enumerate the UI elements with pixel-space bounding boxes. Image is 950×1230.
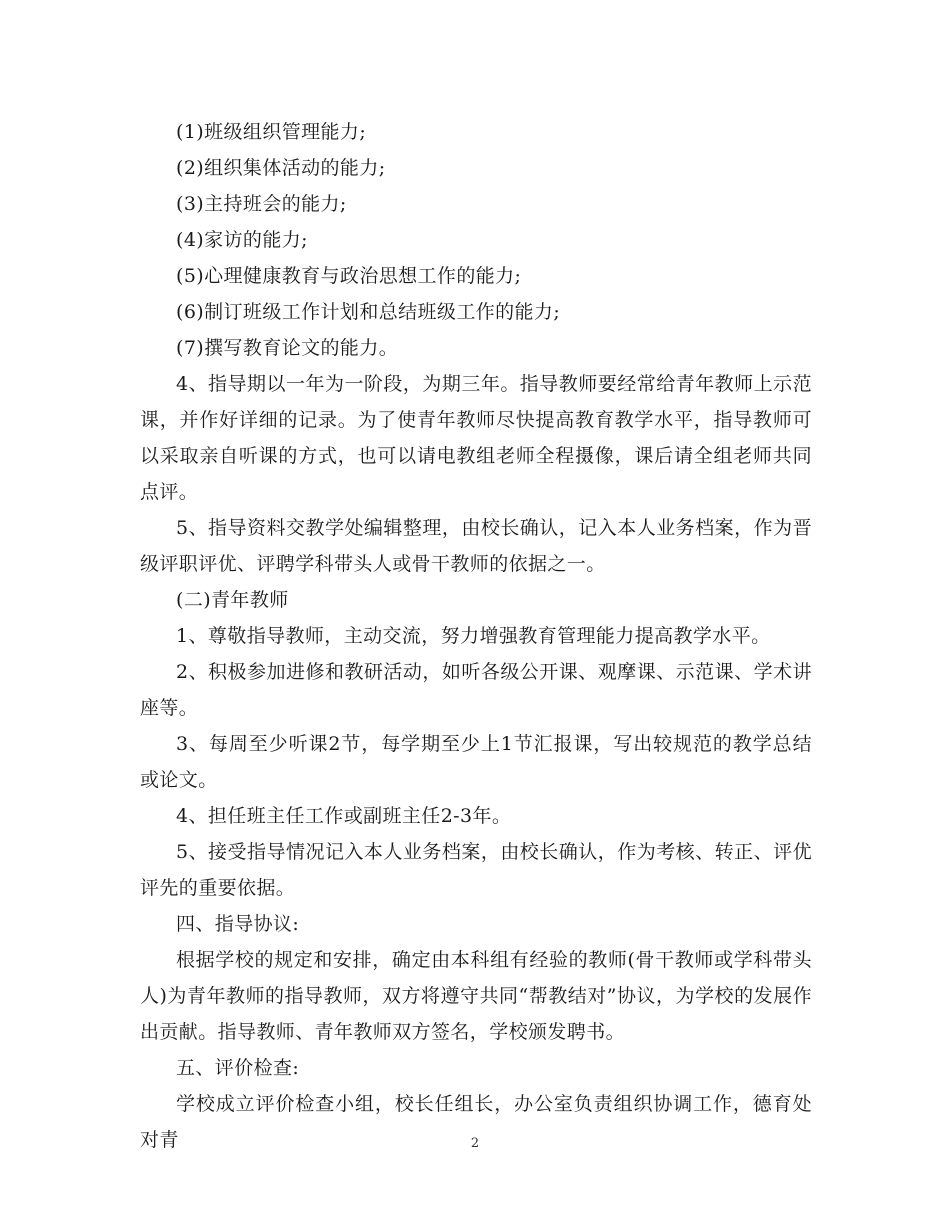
paragraph: 根据学校的规定和安排，确定由本科组有经验的教师(骨干教师或学科带头人)为青年教师的指导教师，双方将遵守共同“帮教结对”协议，为学校的发展作出贡献。指导教师、青年教师双方签名，学校颁发聘书。: [140, 949, 812, 1043]
paragraph: (2)组织集体活动的能力;: [176, 157, 386, 179]
section-heading: 四、指导协议:: [176, 913, 300, 935]
document-body: [140, 114, 812, 1158]
paragraph: 4、担任班主任工作或副班主任2-3年。: [176, 805, 512, 827]
paragraph: (3)主持班会的能力;: [176, 193, 347, 215]
paragraph: 1、尊敬指导教师，主动交流，努力增强教育管理能力提高教学水平。: [176, 625, 771, 647]
paragraph: (1)班级组织管理能力;: [176, 121, 367, 143]
paragraph: 学校成立评价检查小组，校长任组长，办公室负责组织协调工作，德育处对青: [140, 1093, 812, 1151]
paragraph: 4、指导期以一年为一阶段，为期三年。指导教师要经常给青年教师上示范课，并作好详细的记录。为了使青年教师尽快提高教育教学水平，指导教师可以采取亲自听课的方式，也可以请电教组老师全程摄像，课后请全组老师共同点评。: [140, 373, 812, 503]
paragraph: (7)撰写教育论文的能力。: [176, 337, 399, 359]
section-heading: (二)青年教师: [176, 589, 289, 611]
paragraph: 5、指导资料交教学处编辑整理，由校长确认，记入本人业务档案，作为晋级评职评优、评聘学科带头人或骨干教师的依据之一。: [140, 517, 812, 575]
paragraph: (4)家访的能力;: [176, 229, 308, 251]
section-heading: 五、评价检查:: [176, 1057, 300, 1079]
paragraph: 5、接受指导情况记入本人业务档案，由校长确认，作为考核、转正、评优评先的重要依据。: [140, 841, 812, 899]
paragraph: 3、每周至少听课2节，每学期至少上1节汇报课，写出较规范的教学总结或论文。: [140, 733, 812, 791]
paragraph: (5)心理健康教育与政治思想工作的能力;: [176, 265, 522, 287]
paragraph: 2、积极参加进修和教研活动，如听各级公开课、观摩课、示范课、学术讲座等。: [140, 661, 812, 719]
page-number: 2: [470, 1136, 480, 1151]
paragraph: (6)制订班级工作计划和总结班级工作的能力;: [176, 301, 561, 323]
